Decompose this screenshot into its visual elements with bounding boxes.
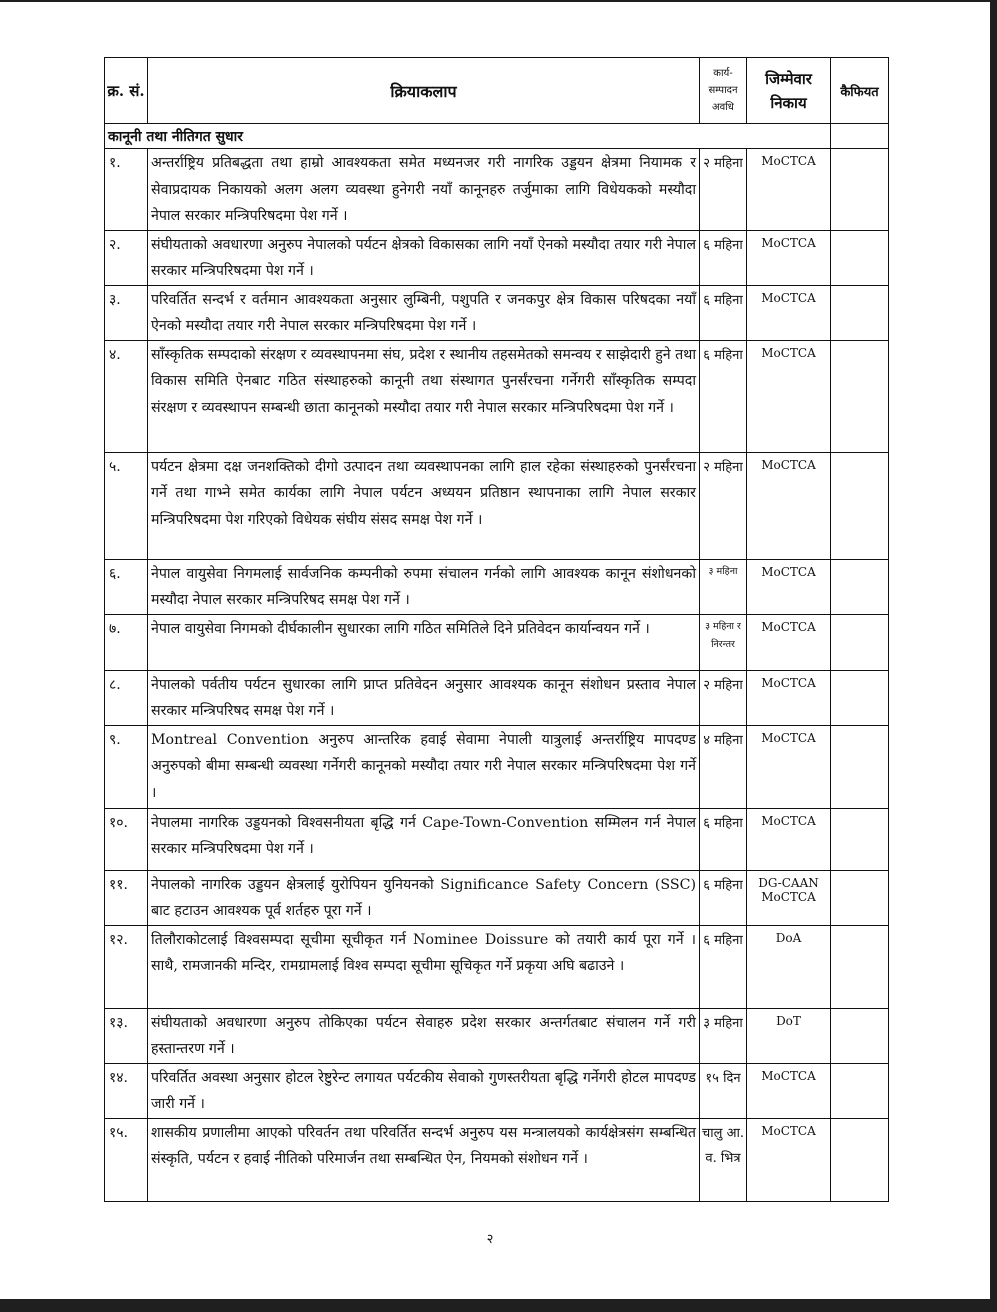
row-agency: DoT: [747, 1008, 831, 1063]
row-serial: ९.: [105, 725, 148, 808]
row-serial: ६.: [105, 559, 148, 614]
header-remarks: कैफियत: [831, 58, 889, 124]
row-remarks: [831, 925, 889, 1008]
row-serial: १०.: [105, 808, 148, 870]
table-row: [105, 925, 889, 1008]
row-duration: ४ महिना: [700, 725, 747, 808]
row-duration: ३ महिना र निरन्तर: [700, 614, 747, 670]
row-remarks: [831, 1008, 889, 1063]
row-agency: MoCTCA: [747, 285, 831, 340]
row-agency: MoCTCA: [747, 614, 831, 670]
row-remarks: [831, 452, 889, 559]
row-remarks: [831, 614, 889, 670]
row-serial: १३.: [105, 1008, 148, 1063]
page-number: २: [486, 1232, 494, 1247]
row-activity: नेपालमा नागरिक उड्डयनको विश्वसनीयता बृद्धि गर्न Cape-Town-Convention सम्मिलन गर्न नेपाल सरकार मन्त्रिपरिषदमा पेश गर्ने ।: [148, 808, 700, 870]
table-row: [105, 1118, 889, 1201]
header-serial: क्र. सं.: [105, 58, 148, 124]
row-remarks: [831, 340, 889, 452]
table-row: [105, 452, 889, 559]
row-duration: १५ दिन: [700, 1063, 747, 1118]
row-agency: MoCTCA: [747, 149, 831, 231]
row-agency: MoCTCA: [747, 670, 831, 725]
section-title: कानूनी तथा नीतिगत सुधार: [105, 124, 831, 149]
header-agency: जिम्मेवार निकाय: [747, 58, 831, 124]
row-serial: ७.: [105, 614, 148, 670]
section-remarks-cell: [831, 124, 889, 149]
table-row: [105, 285, 889, 340]
row-serial: २.: [105, 230, 148, 285]
row-serial: १५.: [105, 1118, 148, 1201]
row-duration: ६ महिना: [700, 285, 747, 340]
table-row: [105, 1008, 889, 1063]
row-remarks: [831, 670, 889, 725]
row-duration: ३ महिना: [700, 1008, 747, 1063]
row-serial: ३.: [105, 285, 148, 340]
row-duration: ६ महिना: [700, 808, 747, 870]
row-agency: MoCTCA: [747, 725, 831, 808]
row-remarks: [831, 559, 889, 614]
row-activity: संघीयताको अवधारणा अनुरुप तोकिएका पर्यटन सेवाहरु प्रदेश सरकार अन्तर्गतबाट संचालन गर्ने गरी हस्तान्तरण गर्ने ।: [148, 1008, 700, 1063]
section-row: [105, 124, 889, 149]
row-remarks: [831, 230, 889, 285]
table-row: [105, 670, 889, 725]
table-row: [105, 870, 889, 925]
row-activity: अन्तर्राष्ट्रिय प्रतिबद्धता तथा हाम्रो आवश्यकता समेत मध्यनजर गरी नागरिक उड्डयन क्षेत्रमा नियामक र सेवाप्रदायक निकायको अलग अलग व्यवस्था हुनेगरी नयाँ कानूनहरु तर्जुमाका लागि विधेयकको मस्यौदा नेपाल सरकार मन्त्रिपरिषदमा पेश गर्ने ।: [148, 149, 700, 231]
row-serial: ८.: [105, 670, 148, 725]
row-serial: १२.: [105, 925, 148, 1008]
row-serial: १.: [105, 149, 148, 231]
table-row: [105, 559, 889, 614]
row-agency: MoCTCA: [747, 340, 831, 452]
row-agency: MoCTCA: [747, 559, 831, 614]
row-agency: MoCTCA: [747, 452, 831, 559]
row-remarks: [831, 285, 889, 340]
header-activity: क्रियाकलाप: [148, 58, 700, 124]
document-page: [0, 2, 990, 1299]
header-duration: कार्य-सम्पादन अवधि: [700, 58, 747, 124]
row-agency: MoCTCA: [747, 1063, 831, 1118]
row-remarks: [831, 808, 889, 870]
table-row: [105, 230, 889, 285]
row-activity: तिलौराकोटलाई विश्वसम्पदा सूचीमा सूचीकृत गर्न Nominee Doissure को तयारी कार्य पूरा गर्ने । साथै, रामजानकी मन्दिर, रामग्रामलाई विश्व सम्पदा सूचीमा सूचिकृत गर्ने प्रकृया अघि बढाउने ।: [148, 925, 700, 1008]
row-activity: नेपालको पर्वतीय पर्यटन सुधारका लागि प्राप्त प्रतिवेदन अनुसार आवश्यक कानून संशोधन प्रस्ताव नेपाल सरकार मन्त्रिपरिषद समक्ष पेश गर्ने ।: [148, 670, 700, 725]
row-duration: चालु आ. व. भित्र: [700, 1118, 747, 1201]
row-activity: संघीयताको अवधारणा अनुरुप नेपालको पर्यटन क्षेत्रको विकासका लागि नयाँ ऐनको मस्यौदा तयार गरी नेपाल सरकार मन्त्रिपरिषदमा पेश गर्ने ।: [148, 230, 700, 285]
row-remarks: [831, 1063, 889, 1118]
row-duration: ६ महिना: [700, 870, 747, 925]
row-activity: परिवर्तित अवस्था अनुसार होटल रेष्टुरेन्ट लगायत पर्यटकीय सेवाको गुणस्तरीयता बृद्धि गर्नेगरी होटल मापदण्ड जारी गर्ने ।: [148, 1063, 700, 1118]
row-agency: MoCTCA: [747, 1118, 831, 1201]
row-remarks: [831, 1118, 889, 1201]
row-agency: DoA: [747, 925, 831, 1008]
row-serial: १४.: [105, 1063, 148, 1118]
row-remarks: [831, 149, 889, 231]
table-row: [105, 808, 889, 870]
row-duration: २ महिना: [700, 149, 747, 231]
row-duration: ३ महिना: [700, 559, 747, 614]
table-row: [105, 725, 889, 808]
row-activity: पर्यटन क्षेत्रमा दक्ष जनशक्तिको दीगो उत्पादन तथा व्यवस्थापनका लागि हाल रहेका संस्थाहरुको पुनर्संरचना गर्ने तथा गाभ्ने समेत कार्यका लागि नेपाल पर्यटन अध्ययन प्रतिष्ठान स्थापनाका लागि नेपाल सरकार मन्त्रिपरिषदमा पेश गरिएको विधेयक संघीय संसद समक्ष पेश गर्ने ।: [148, 452, 700, 559]
row-agency: MoCTCA: [747, 808, 831, 870]
row-activity: नेपाल वायुसेवा निगमलाई सार्वजनिक कम्पनीको रुपमा संचालन गर्नको लागि आवश्यक कानून संशोधनको मस्यौदा नेपाल सरकार मन्त्रिपरिषद समक्ष पेश गर्ने ।: [148, 559, 700, 614]
table-row: [105, 1063, 889, 1118]
action-plan-table: [104, 57, 889, 1202]
row-remarks: [831, 870, 889, 925]
row-activity: परिवर्तित सन्दर्भ र वर्तमान आवश्यकता अनुसार लुम्बिनी, पशुपति र जनकपुर क्षेत्र विकास परिषदका नयाँ ऐनको मस्यौदा तयार गरी नेपाल सरकार मन्त्रिपरिषदमा पेश गर्ने ।: [148, 285, 700, 340]
row-agency: MoCTCA: [747, 230, 831, 285]
table-header-row: [105, 58, 889, 124]
row-serial: ११.: [105, 870, 148, 925]
row-activity: Montreal Convention अनुरुप आन्तरिक हवाई सेवामा नेपाली यात्रुलाई अन्तर्राष्ट्रिय मापदण्ड अनुरुपको बीमा सम्बन्धी व्यवस्था गर्नेगरी कानूनको मस्यौदा तयार गरी नेपाल सरकार मन्त्रिपरिषदमा पेश गर्ने ।: [148, 725, 700, 808]
row-remarks: [831, 725, 889, 808]
row-serial: ५.: [105, 452, 148, 559]
row-duration: ६ महिना: [700, 230, 747, 285]
row-duration: २ महिना: [700, 670, 747, 725]
row-duration: ६ महिना: [700, 340, 747, 452]
row-agency: DG-CAAN MoCTCA: [747, 870, 831, 925]
table-row: [105, 149, 889, 231]
table-row: [105, 340, 889, 452]
row-activity: शासकीय प्रणालीमा आएको परिवर्तन तथा परिवर्तित सन्दर्भ अनुरुप यस मन्त्रालयको कार्यक्षेत्रसंग सम्बन्धित संस्कृति, पर्यटन र हवाई नीतिको परिमार्जन तथा सम्बन्धित ऐन, नियमको संशोधन गर्ने ।: [148, 1118, 700, 1201]
row-activity: नेपाल वायुसेवा निगमको दीर्घकालीन सुधारका लागि गठित समितिले दिने प्रतिवेदन कार्यान्वयन गर्ने ।: [148, 614, 700, 670]
row-activity: साँस्कृतिक सम्पदाको संरक्षण र व्यवस्थापनमा संघ, प्रदेश र स्थानीय तहसमेतको समन्वय र साझेदारी हुने तथा विकास समिति ऐनबाट गठित संस्थाहरुको कानूनी तथा संस्थागत पुनर्संरचना गर्नेगरी साँस्कृतिक सम्पदा संरक्षण र व्यवस्थापन सम्बन्धी छाता कानूनको मस्यौदा तयार गरी नेपाल सरकार मन्त्रिपरिषदमा पेश गर्ने ।: [148, 340, 700, 452]
row-serial: ४.: [105, 340, 148, 452]
table-row: [105, 614, 889, 670]
row-duration: ६ महिना: [700, 925, 747, 1008]
row-duration: २ महिना: [700, 452, 747, 559]
row-activity: नेपालको नागरिक उड्डयन क्षेत्रलाई युरोपियन युनियनको Significance Safety Concern (SSC) बाट हटाउन आवश्यक पूर्व शर्तहरु पूरा गर्ने ।: [148, 870, 700, 925]
